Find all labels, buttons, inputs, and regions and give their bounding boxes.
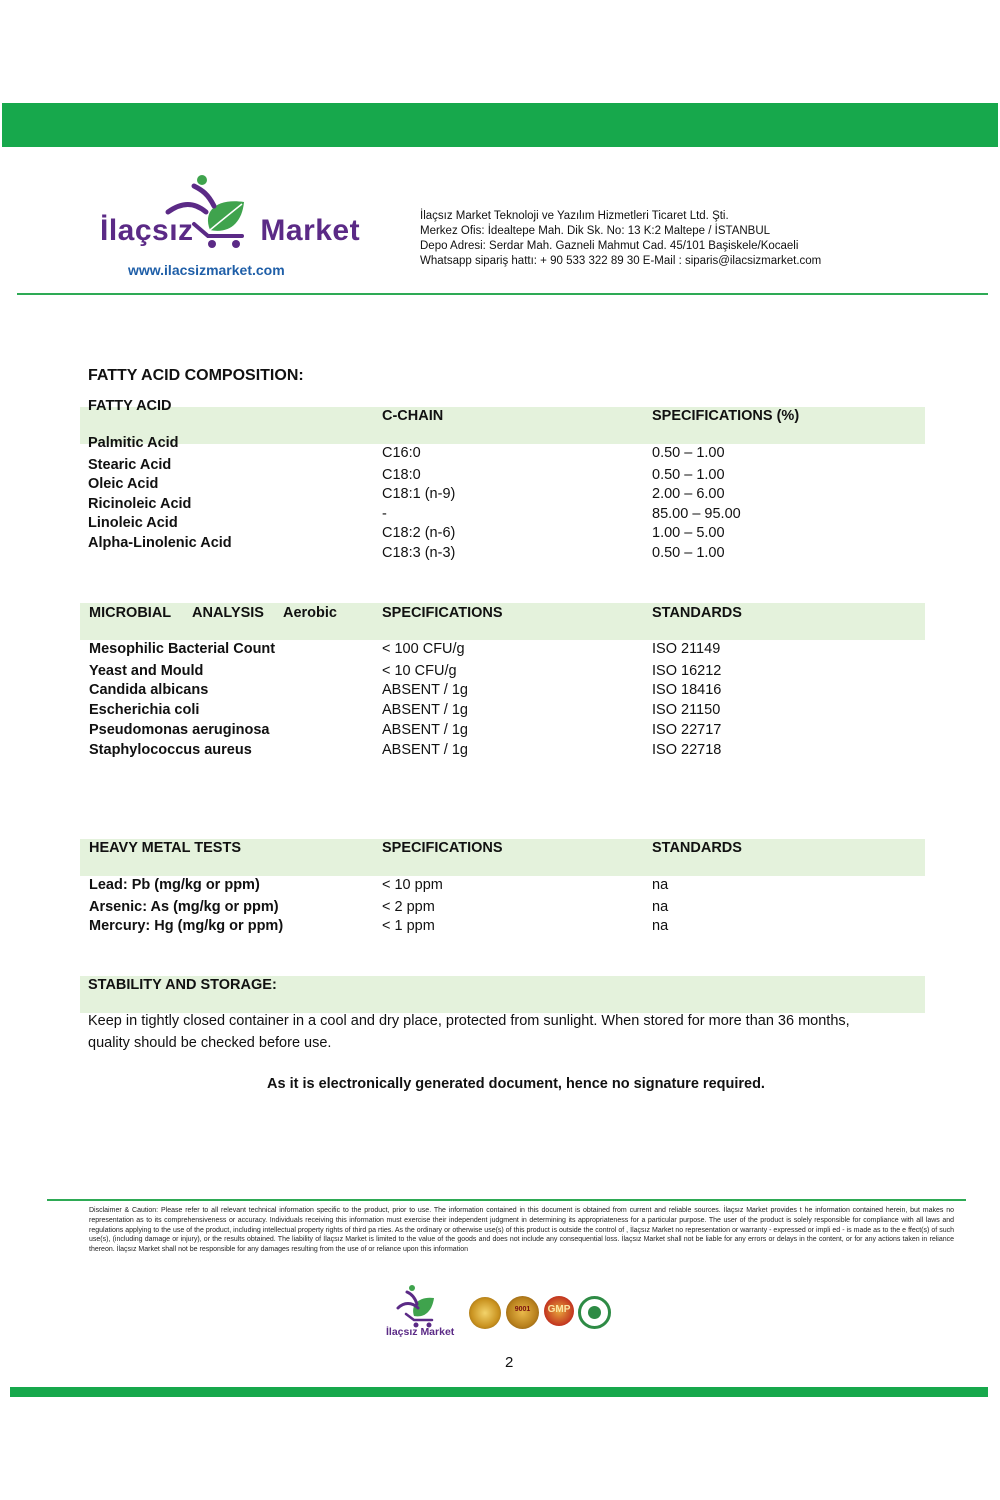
quality-seal-icon [469, 1297, 501, 1329]
microbial-col1-header-b: ANALYSIS [192, 605, 264, 621]
heavy-metal-col3-header: STANDARDS [652, 840, 742, 856]
heavy-metal-standard: na [652, 877, 669, 893]
fatty-acid-col2-header: C-CHAIN [382, 408, 444, 424]
microbial-standard: ISO 16212 [652, 663, 722, 679]
cart-leaf-icon [384, 1282, 464, 1328]
office-address: Merkez Ofis: İdealtepe Mah. Dik Sk. No: 13 K:2 Maltepe / İSTANBUL [420, 225, 771, 237]
contact-line[interactable]: Whatsapp sipariş hattı: + 90 533 322 89 30 E-Mail : siparis@ilacsizmarket.com [420, 255, 822, 267]
fatty-acid-spec: 0.50 – 1.00 [652, 445, 725, 461]
page-number: 2 [505, 1354, 514, 1371]
fatty-acid-name: Ricinoleic Acid [88, 496, 192, 512]
footer-divider [47, 1199, 966, 1201]
microbial-standard: ISO 18416 [652, 682, 722, 698]
fatty-acid-chain: C16:0 [382, 445, 421, 461]
heavy-metal-spec: < 1 ppm [382, 918, 435, 934]
heavy-metal-col2-header: SPECIFICATIONS [382, 840, 503, 856]
heavy-metal-name: Arsenic: As (mg/kg or ppm) [89, 899, 279, 915]
fatty-acid-spec: 0.50 – 1.00 [652, 545, 725, 561]
microbial-col2-header: SPECIFICATIONS [382, 605, 503, 621]
company-name: İlaçsız Market Teknoloji ve Yazılım Hizmetleri Ticaret Ltd. Şti. [420, 210, 729, 222]
halal-seal-inner [588, 1306, 601, 1319]
fatty-acid-name: Oleic Acid [88, 476, 159, 492]
heavy-metal-name: Mercury: Hg (mg/kg or ppm) [89, 918, 284, 934]
microbial-standard: ISO 21149 [652, 641, 721, 657]
brand-name: İlaçsız Market [100, 214, 361, 247]
halal-seal-icon [578, 1296, 611, 1329]
microbial-col3-header: STANDARDS [652, 605, 742, 621]
fatty-acid-name: Alpha-Linolenic Acid [88, 535, 232, 551]
heavy-metal-spec: < 2 ppm [382, 899, 435, 915]
footer-logo [384, 1282, 464, 1342]
heavy-metal-standard: na [652, 918, 669, 934]
microbial-spec: < 100 CFU/g [382, 641, 465, 657]
disclaimer-text: Disclaimer & Caution: Please refer to all relevant technical information specific to the product, prior to use. The information contained in this document is obtained from current and reliable sources. İlaçsız Market provides t he information contained herein, but makes no representation as to its comprehensiveness or accuracy. Individuals receiving this information must exercise their independent judgment in determining its appropriateness for a particular purpose. The user of the product is solely responsible for compliance with all laws and regulations applying to the use of the product, including intellectual property rights of third pa rties. As the ordinary or otherwise use(s) of this product is outside the control of , İlaçsız Market no representation or warranty - expressed or impli ed - is made as to the e ffect(s) of such use(s), (including damage or injury), or the results obtained. The liability of İlaçsız Market is limited to the value of the goods and does not include any consequential loss. İlaçsız Market shall not be liable for any errors or delays in the content, or for any actions taken in reliance thereon. İlaçsız Market shall not be responsible for any damages resulting from the use of or reliance upon this information [89, 1207, 954, 1254]
microbial-spec: ABSENT / 1g [382, 682, 468, 698]
microbial-standard: ISO 22718 [652, 742, 722, 758]
microbial-col1-header-a: MICROBIAL [89, 605, 172, 621]
microbial-name: Mesophilic Bacterial Count [89, 641, 276, 657]
heavy-metal-spec: < 10 ppm [382, 877, 443, 893]
header-divider [17, 293, 988, 295]
fatty-acid-col3-header: SPECIFICATIONS (%) [652, 408, 800, 424]
microbial-col1-header-c: Aerobic [283, 605, 337, 621]
fatty-acid-spec: 2.00 – 6.00 [652, 486, 725, 502]
top-green-bar [2, 103, 998, 147]
stability-title: STABILITY AND STORAGE: [88, 977, 277, 993]
signature-note: As it is electronically generated document, hence no signature required. [267, 1076, 765, 1092]
fatty-acid-name: Stearic Acid [88, 457, 172, 473]
fatty-acid-name: Linoleic Acid [88, 515, 178, 531]
microbial-spec: < 10 CFU/g [382, 663, 457, 679]
microbial-spec: ABSENT / 1g [382, 722, 468, 738]
fatty-acid-name: Palmitic Acid [88, 435, 179, 451]
microbial-name: Staphylococcus aureus [89, 742, 252, 758]
bottom-green-bar [10, 1387, 988, 1397]
microbial-name: Escherichia coli [89, 702, 200, 718]
microbial-standard: ISO 22717 [652, 722, 722, 738]
fatty-acid-spec: 0.50 – 1.00 [652, 467, 725, 483]
fatty-acid-chain: C18:1 (n-9) [382, 486, 456, 502]
fatty-acid-chain: C18:2 (n-6) [382, 525, 456, 541]
microbial-name: Yeast and Mould [89, 663, 204, 679]
microbial-standard: ISO 21150 [652, 702, 721, 718]
microbial-name: Pseudomonas aeruginosa [89, 722, 270, 738]
fatty-acid-chain: C18:3 (n-3) [382, 545, 456, 561]
fatty-acid-section-title: FATTY ACID COMPOSITION: [88, 367, 304, 384]
fatty-acid-col1-header: FATTY ACID [88, 398, 172, 414]
heavy-metal-standard: na [652, 899, 669, 915]
website-link[interactable]: www.ilacsizmarket.com [128, 262, 285, 278]
gmp-seal-icon: GMP [544, 1296, 574, 1326]
footer-brand-name: İlaçsız Market [386, 1326, 455, 1338]
fatty-acid-spec: 85.00 – 95.00 [652, 506, 741, 522]
iso-seal-icon: 9001 [506, 1296, 539, 1329]
heavy-metal-col1-header: HEAVY METAL TESTS [89, 840, 242, 856]
microbial-name: Candida albicans [89, 682, 209, 698]
brand-logo[interactable] [98, 172, 361, 282]
microbial-spec: ABSENT / 1g [382, 742, 468, 758]
stability-text-line2: quality should be checked before use. [88, 1035, 332, 1051]
warehouse-address: Depo Adresi: Serdar Mah. Gazneli Mahmut Cad. 45/101 Başiskele/Kocaeli [420, 240, 799, 252]
stability-text-line1: Keep in tightly closed container in a cool and dry place, protected from sunlight. When stored for more than 36 months, [88, 1013, 850, 1029]
fatty-acid-chain: - [382, 506, 387, 522]
microbial-spec: ABSENT / 1g [382, 702, 468, 718]
fatty-acid-spec: 1.00 – 5.00 [652, 525, 725, 541]
heavy-metal-name: Lead: Pb (mg/kg or ppm) [89, 877, 260, 893]
fatty-acid-chain: C18:0 [382, 467, 421, 483]
